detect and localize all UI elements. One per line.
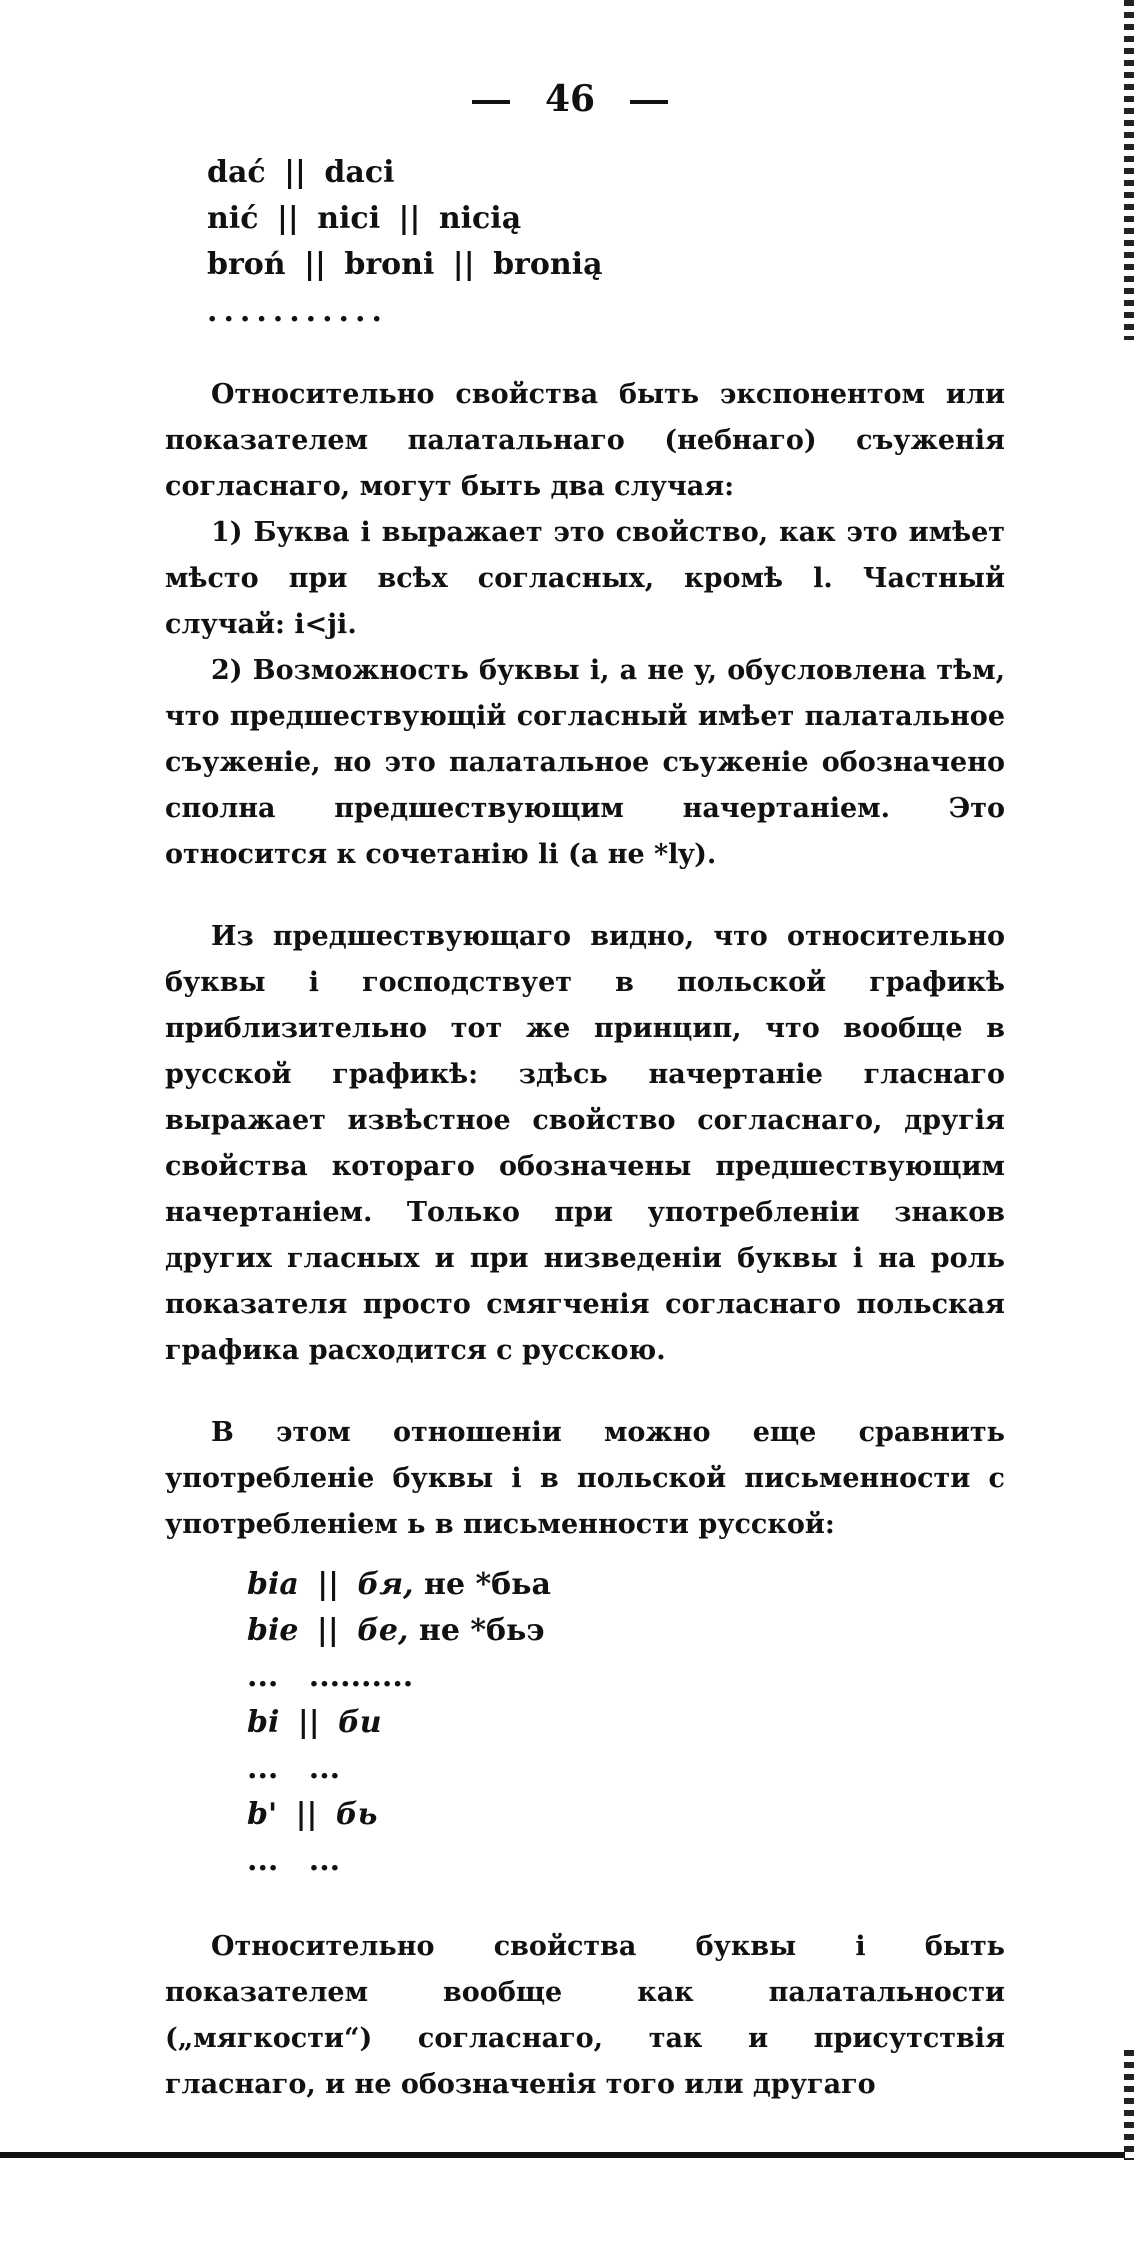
examples-top bbox=[165, 150, 1005, 332]
paragraph-final: Относительно свойства буквы i быть показателем вообще как палатальности („мягкости“) согласнаго, так и присутствія гласнаго, и не обозначенія того или другаго bbox=[165, 1931, 1005, 2100]
example-row: bia || бя, не *бьа bbox=[247, 1567, 551, 1602]
scan-edge-bottom bbox=[1124, 2050, 1134, 2160]
examples-bottom bbox=[165, 1562, 1005, 1884]
paragraph-comparison: В этом отношеніи можно еще сравнить употребленіе буквы i в польской письменности с употребленіем ь в письменности русской: bbox=[165, 1417, 1005, 1540]
example-row: bi || би bbox=[247, 1705, 382, 1740]
ellipsis-row: ... .......... bbox=[247, 1659, 414, 1694]
paragraph-case-2: 2) Возможность буквы i, а не y, обусловлена тѣм, что предшествующій согласный имѣет палатальное съуженіе, но это палатальное съуженіе обозначено сполна предшествующим начертаніем. Это относится к сочетанію li (а не *ly). bbox=[165, 655, 1005, 870]
paragraph-graphics: Из предшествующаго видно, что относительно буквы i господствует в польской графикѣ приблизительно тот же принцип, что вообще в русской графикѣ: здѣсь начертаніе гласнаго выражает извѣстное свойство согласнаго, другія свойства котораго обозначены предшествующим начертаніем. Только при употребленіи знаков других гласных и при низведеніи буквы i на роль показателя просто смягченія согласнаго польская графика расходится с русскою. bbox=[165, 921, 1005, 1366]
header-dash-right bbox=[630, 100, 668, 104]
page-number: 46 bbox=[544, 78, 596, 120]
page-body bbox=[165, 150, 1005, 2108]
scan-edge-top bbox=[1124, 0, 1134, 340]
paragraph-case-1: 1) Буква i выражает это свойство, как это имѣет мѣсто при всѣх согласных, кромѣ l. Частный случай: i<ji. bbox=[165, 517, 1005, 640]
ellipsis-row: ... ... bbox=[247, 1843, 341, 1878]
example-row: b' || бь bbox=[247, 1797, 378, 1832]
paragraph-intro: Относительно свойства быть экспонентом или показателем палатальнаго (небнаго) съуженія согласнаго, могут быть два случая: bbox=[165, 379, 1005, 502]
example-row: dać || daci bbox=[207, 155, 395, 190]
ellipsis-row: ... ... bbox=[247, 1751, 341, 1786]
header-dash-left bbox=[472, 100, 510, 104]
page-header bbox=[0, 78, 1140, 120]
ellipsis-row: ........... bbox=[207, 294, 388, 329]
bottom-rule bbox=[0, 2152, 1125, 2158]
example-row: nić || nici || nicią bbox=[207, 201, 522, 236]
example-row: broń || broni || bronią bbox=[207, 247, 603, 282]
example-row: bie || бе, не *бьэ bbox=[247, 1613, 545, 1648]
